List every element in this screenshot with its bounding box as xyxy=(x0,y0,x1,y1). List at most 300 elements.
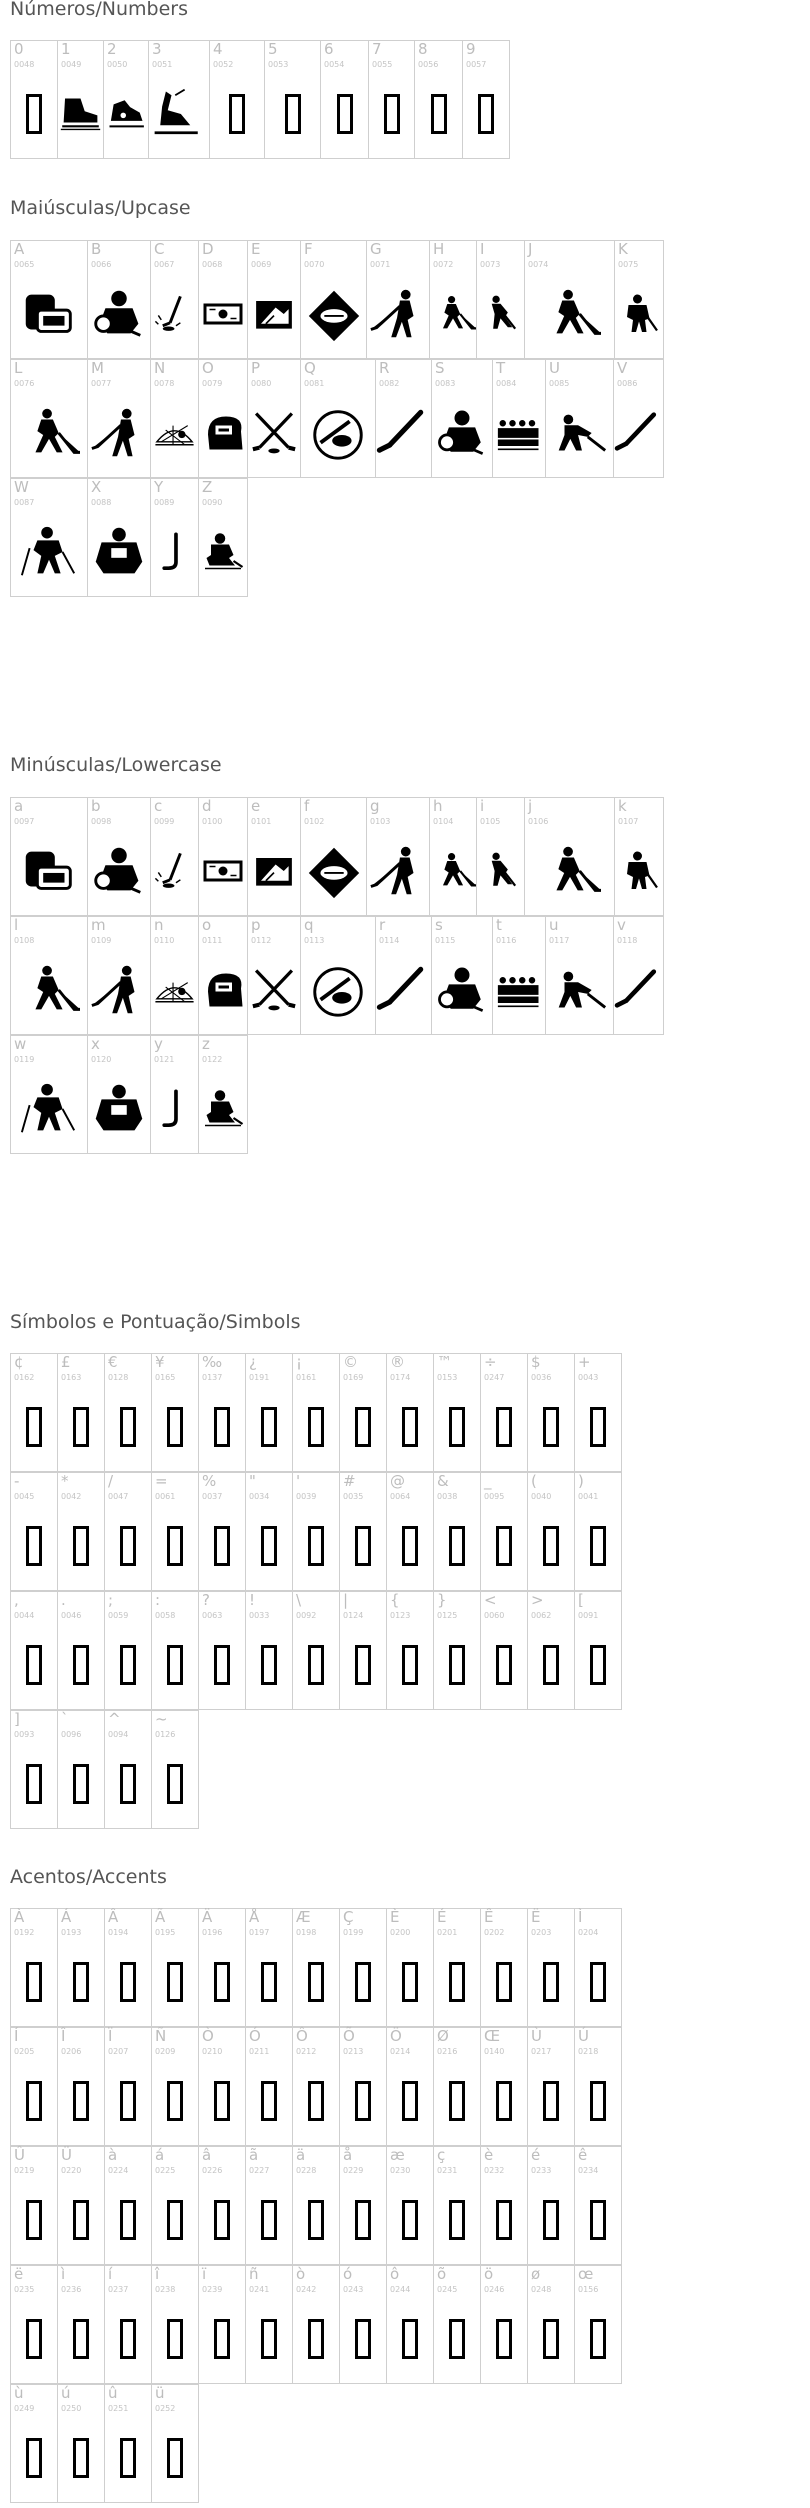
glyph-cell xyxy=(150,478,199,597)
glyph-cell xyxy=(104,1472,152,1591)
glyph-code: 0094 xyxy=(108,1730,129,1739)
player-skating-icon xyxy=(11,390,87,475)
glyph-cell xyxy=(198,2146,246,2265)
glyph-code: 0066 xyxy=(91,260,112,269)
glyph-cell xyxy=(480,2146,528,2265)
glyph-character: 2 xyxy=(107,40,117,58)
glyph-character: ® xyxy=(390,1353,405,1371)
glyph-code: 0193 xyxy=(61,1928,82,1937)
missing-glyph-icon xyxy=(261,2200,277,2240)
glyph-character: u xyxy=(549,916,559,934)
glyph-code: 0062 xyxy=(531,1611,552,1620)
missing-glyph-icon xyxy=(120,1962,136,2002)
glyph-cell xyxy=(87,478,151,597)
glyph-character: S xyxy=(435,359,445,377)
glyph-code: 0085 xyxy=(549,379,570,388)
missing-glyph-icon xyxy=(543,2200,559,2240)
glyph-character: Ú xyxy=(578,2027,589,2045)
missing-glyph-icon xyxy=(120,2438,136,2478)
missing-glyph-icon xyxy=(73,1407,89,1447)
glyph-code: 0241 xyxy=(249,2285,270,2294)
goalie-crouch-icon xyxy=(88,828,150,913)
missing-glyph-icon xyxy=(73,1962,89,2002)
missing-glyph-icon xyxy=(449,1645,465,1685)
glyph-code: 0228 xyxy=(296,2166,317,2175)
glyph-character: ¢ xyxy=(14,1353,24,1371)
glyph-cell xyxy=(480,1591,528,1710)
player-skating-icon xyxy=(430,271,476,356)
glyph-cell xyxy=(245,1472,293,1591)
glyph-code: 0052 xyxy=(213,60,234,69)
glyph-code: 0074 xyxy=(528,260,549,269)
glyph-code: 0153 xyxy=(437,1373,458,1382)
missing-glyph-icon xyxy=(261,2319,277,2359)
missing-glyph-icon xyxy=(120,1645,136,1685)
glyph-character: Ò xyxy=(202,2027,214,2045)
glyph-code: 0218 xyxy=(578,2047,599,2056)
missing-glyph-icon xyxy=(590,2200,606,2240)
glyph-code: 0097 xyxy=(14,817,35,826)
helmet-icon xyxy=(199,947,247,1032)
missing-glyph-icon xyxy=(496,1407,512,1447)
glyph-code: 0225 xyxy=(155,2166,176,2175)
glyph-character: p xyxy=(251,916,261,934)
glyph-code: 0056 xyxy=(418,60,439,69)
glyph-code: 0071 xyxy=(370,260,391,269)
missing-glyph-icon xyxy=(543,1645,559,1685)
glyph-character: Ì xyxy=(578,1908,583,1926)
glyph-character: ø xyxy=(531,2265,541,2283)
glyph-character: ( xyxy=(531,1472,537,1490)
glyph-character: Ó xyxy=(249,2027,261,2045)
glyph-code: 0239 xyxy=(202,2285,223,2294)
missing-glyph-icon xyxy=(120,2200,136,2240)
glyph-code: 0252 xyxy=(155,2404,176,2413)
glyph-character: Õ xyxy=(343,2027,355,2045)
glyph-cell xyxy=(462,40,510,159)
missing-glyph-icon xyxy=(543,2319,559,2359)
glyph-code: 0090 xyxy=(202,498,223,507)
player-skating-icon xyxy=(525,828,614,913)
glyph-character: W xyxy=(14,478,29,496)
missing-glyph-icon xyxy=(167,1526,183,1566)
glyph-code: 0084 xyxy=(496,379,517,388)
glyph-cell xyxy=(151,1591,199,1710)
glyph-code: 0096 xyxy=(61,1730,82,1739)
glyph-cell xyxy=(429,240,477,359)
crossed-sticks-icon xyxy=(248,947,300,1032)
missing-glyph-icon xyxy=(120,1407,136,1447)
glyph-code: 0169 xyxy=(343,1373,364,1382)
missing-glyph-icon xyxy=(449,2081,465,2121)
glyph-code: 0210 xyxy=(202,2047,223,2056)
glyph-cell xyxy=(386,1908,434,2027)
glyph-character: | xyxy=(343,1591,349,1609)
glyph-cell xyxy=(339,1591,387,1710)
glyph-character: Û xyxy=(14,2146,25,2164)
glyph-character: , xyxy=(14,1591,19,1609)
glyph-character: Ë xyxy=(531,1908,541,1926)
glyph-character: ë xyxy=(14,2265,24,2283)
missing-glyph-icon xyxy=(402,2319,418,2359)
missing-glyph-icon xyxy=(261,1526,277,1566)
glyph-character: k xyxy=(618,797,627,815)
missing-glyph-icon xyxy=(120,2319,136,2359)
glyph-cell xyxy=(339,1353,387,1472)
missing-glyph-icon xyxy=(167,1645,183,1685)
glyph-code: 0216 xyxy=(437,2047,458,2056)
glyph-cell xyxy=(368,40,415,159)
glyph-character: I xyxy=(480,240,485,258)
glyph-code: 0050 xyxy=(107,60,128,69)
glyph-code: 0073 xyxy=(480,260,501,269)
glyph-cell xyxy=(292,2146,340,2265)
glyph-character: Q xyxy=(304,359,316,377)
glyph-code: 0197 xyxy=(249,1928,270,1937)
goal-net-icon xyxy=(248,271,300,356)
hockey-stick-diagonal-icon xyxy=(376,390,431,475)
glyph-code: 0089 xyxy=(154,498,175,507)
glyph-character: í xyxy=(108,2265,113,2283)
glyph-cell xyxy=(527,1591,575,1710)
glyph-code: 0069 xyxy=(251,260,272,269)
glyph-character: = xyxy=(155,1472,168,1490)
missing-glyph-icon xyxy=(73,2200,89,2240)
glyph-character: y xyxy=(154,1035,163,1053)
glyph-cell xyxy=(10,240,88,359)
glyph-cell xyxy=(320,40,369,159)
glyph-cell xyxy=(614,240,664,359)
glyph-cell xyxy=(104,2384,152,2503)
glyph-character: X xyxy=(91,478,102,496)
glyph-character: i xyxy=(480,797,485,815)
glyph-character: j xyxy=(528,797,533,815)
glyph-character: O xyxy=(202,359,214,377)
glyph-code: 0038 xyxy=(437,1492,458,1501)
missing-glyph-icon xyxy=(590,1645,606,1685)
missing-glyph-icon xyxy=(120,2081,136,2121)
glyph-cell xyxy=(10,2146,58,2265)
missing-glyph-icon xyxy=(590,1962,606,2002)
glyph-character: ì xyxy=(61,2265,66,2283)
glyph-code: 0044 xyxy=(14,1611,35,1620)
glyph-character: 0 xyxy=(14,40,24,58)
glyph-character: m xyxy=(91,916,106,934)
glyph-character: B xyxy=(91,240,102,258)
glyph-code: 0196 xyxy=(202,1928,223,1937)
missing-glyph-icon xyxy=(167,1962,183,2002)
player-shooting-icon xyxy=(88,390,150,475)
player-leaning-icon xyxy=(477,271,524,356)
glyph-code: 0065 xyxy=(14,260,35,269)
glyph-character: t xyxy=(496,916,502,934)
missing-glyph-icon xyxy=(167,2319,183,2359)
missing-glyph-icon xyxy=(308,2200,324,2240)
glyph-cell xyxy=(245,2265,293,2384)
hockey-stick-vertical-icon xyxy=(151,1066,198,1151)
glyph-cell xyxy=(10,1353,58,1472)
glyph-cell xyxy=(527,2027,575,2146)
glyph-cell xyxy=(104,2146,152,2265)
glyph-code: 0125 xyxy=(437,1611,458,1620)
glyph-cell xyxy=(375,916,432,1035)
glyph-character: £ xyxy=(61,1353,71,1371)
glyph-character: # xyxy=(343,1472,356,1490)
missing-glyph-icon xyxy=(308,2319,324,2359)
glyph-code: 0039 xyxy=(296,1492,317,1501)
glyph-character: @ xyxy=(390,1472,405,1490)
glyph-cell xyxy=(198,359,248,478)
glyph-cell xyxy=(433,2146,481,2265)
glyph-cell xyxy=(292,2027,340,2146)
player-skating-icon xyxy=(11,947,87,1032)
glyph-character: q xyxy=(304,916,314,934)
section-title-symbols: Símbolos e Pontuação/Simbols xyxy=(10,1311,301,1333)
glyph-character: % xyxy=(202,1472,217,1490)
glyph-cell xyxy=(10,40,58,159)
glyph-character: Ã xyxy=(155,1908,166,1926)
glyph-character: Ô xyxy=(296,2027,308,2045)
missing-glyph-icon xyxy=(496,1645,512,1685)
glyph-character: P xyxy=(251,359,261,377)
glyph-character: Æ xyxy=(296,1908,311,1926)
glyph-code: 0242 xyxy=(296,2285,317,2294)
glyph-character: R xyxy=(379,359,390,377)
player-skating-icon xyxy=(430,828,476,913)
goalie-crouch-icon xyxy=(432,390,492,475)
hockey-stick-vertical-icon xyxy=(151,509,198,594)
player-bent-icon xyxy=(546,390,613,475)
glyph-code: 0201 xyxy=(437,1928,458,1937)
glyph-cell xyxy=(104,2027,152,2146)
missing-glyph-icon xyxy=(26,1526,42,1566)
glyph-cell xyxy=(10,1591,58,1710)
glyph-cell xyxy=(57,2265,105,2384)
glyph-cell xyxy=(433,1353,481,1472)
glyph-code: 0081 xyxy=(304,379,325,388)
team-lineup-icon xyxy=(493,947,545,1032)
glyph-cell xyxy=(104,1353,152,1472)
missing-glyph-icon xyxy=(26,1407,42,1447)
glyph-character: h xyxy=(433,797,443,815)
glyph-cell xyxy=(151,1472,199,1591)
glyph-code: 0224 xyxy=(108,2166,129,2175)
glyph-cell xyxy=(247,359,301,478)
glyph-code: 0064 xyxy=(390,1492,411,1501)
glyph-cell xyxy=(87,359,151,478)
glyph-character: [ xyxy=(578,1591,584,1609)
missing-glyph-icon xyxy=(496,2319,512,2359)
player-kneeling-icon xyxy=(199,509,247,594)
glyph-cell xyxy=(151,2265,199,2384)
glyph-code: 0124 xyxy=(343,1611,364,1620)
glyph-cell xyxy=(10,2265,58,2384)
glyph-character: N xyxy=(154,359,166,377)
glyph-cell xyxy=(57,40,104,159)
missing-glyph-icon xyxy=(73,1645,89,1685)
glyph-character: è xyxy=(484,2146,494,2164)
missing-glyph-icon xyxy=(167,2438,183,2478)
glyph-cell xyxy=(198,797,248,916)
glyph-character: G xyxy=(370,240,382,258)
glyph-cell xyxy=(527,1353,575,1472)
circle-emblem-icon xyxy=(301,947,375,1032)
missing-glyph-icon xyxy=(308,1407,324,1447)
glyph-cell xyxy=(151,1710,199,1829)
missing-glyph-icon xyxy=(543,1962,559,2002)
glyph-code: 0040 xyxy=(531,1492,552,1501)
missing-glyph-icon xyxy=(26,1764,42,1804)
glyph-cell xyxy=(574,2146,622,2265)
player-bent-icon xyxy=(546,947,613,1032)
glyph-code: 0072 xyxy=(433,260,454,269)
glyph-character: r xyxy=(379,916,386,934)
missing-glyph-icon xyxy=(26,94,42,134)
glyph-code: 0209 xyxy=(155,2047,176,2056)
glyph-cell xyxy=(151,1908,199,2027)
glyph-character: Á xyxy=(61,1908,72,1926)
glyph-code: 0053 xyxy=(268,60,289,69)
glyph-code: 0194 xyxy=(108,1928,129,1937)
glyph-character: ™ xyxy=(437,1353,452,1371)
glyph-character: ö xyxy=(484,2265,494,2283)
missing-glyph-icon xyxy=(402,1407,418,1447)
glyph-code: 0233 xyxy=(531,2166,552,2175)
glyph-character: L xyxy=(14,359,23,377)
glyph-code: 0120 xyxy=(91,1055,112,1064)
glyph-character: ! xyxy=(249,1591,256,1609)
glyph-cell xyxy=(339,2265,387,2384)
glyph-code: 0231 xyxy=(437,2166,458,2175)
glyph-cell xyxy=(151,2384,199,2503)
missing-glyph-icon xyxy=(590,1526,606,1566)
glyph-character: æ xyxy=(390,2146,405,2164)
glyph-cell xyxy=(150,797,199,916)
glyph-code: 0128 xyxy=(108,1373,129,1382)
glyph-character: ¥ xyxy=(155,1353,165,1371)
glyph-code: 0108 xyxy=(14,936,35,945)
missing-glyph-icon xyxy=(402,2200,418,2240)
glyph-character: E xyxy=(251,240,261,258)
glyph-code: 0078 xyxy=(154,379,175,388)
glyph-character: _ xyxy=(484,1472,492,1490)
glyph-cell xyxy=(574,1472,622,1591)
glyph-code: 0041 xyxy=(578,1492,599,1501)
glyph-character: ' xyxy=(296,1472,301,1490)
section-title-upcase: Maiúsculas/Upcase xyxy=(10,197,191,219)
glyph-cell xyxy=(264,40,321,159)
glyph-cell xyxy=(366,240,430,359)
glyph-character: 6 xyxy=(324,40,334,58)
missing-glyph-icon xyxy=(543,1407,559,1447)
hockey-skate-icon xyxy=(58,71,103,156)
glyph-cell xyxy=(613,916,664,1035)
glyph-character: ` xyxy=(61,1710,69,1728)
stick-puck-splash-icon xyxy=(151,828,198,913)
glyph-code: 0105 xyxy=(480,817,501,826)
glyph-character: s xyxy=(435,916,443,934)
glyph-code: 0099 xyxy=(154,817,175,826)
missing-glyph-icon xyxy=(590,1407,606,1447)
glyph-code: 0051 xyxy=(152,60,173,69)
glyph-character: 5 xyxy=(268,40,278,58)
missing-glyph-icon xyxy=(355,2081,371,2121)
glyph-character: f xyxy=(304,797,310,815)
glyph-code: 0247 xyxy=(484,1373,505,1382)
missing-glyph-icon xyxy=(167,1407,183,1447)
glyph-code: 0060 xyxy=(484,1611,505,1620)
glyph-cell xyxy=(57,1710,105,1829)
glyph-code: 0122 xyxy=(202,1055,223,1064)
missing-glyph-icon xyxy=(543,2081,559,2121)
glyph-character: 3 xyxy=(152,40,162,58)
glyph-character: D xyxy=(202,240,214,258)
glyph-cell xyxy=(492,359,546,478)
glyph-cell xyxy=(339,1908,387,2027)
glyph-code: 0055 xyxy=(372,60,393,69)
glyph-cell xyxy=(386,1472,434,1591)
crossed-sticks-icon xyxy=(248,390,300,475)
glyph-character: : xyxy=(155,1591,161,1609)
glyph-character: É xyxy=(437,1908,447,1926)
glyph-cell xyxy=(574,1353,622,1472)
missing-glyph-icon xyxy=(167,2200,183,2240)
glyph-character: H xyxy=(433,240,445,258)
hockey-stick-diagonal-icon xyxy=(614,390,663,475)
glyph-character: ] xyxy=(14,1710,20,1728)
glyph-cell xyxy=(292,1472,340,1591)
glyph-cell xyxy=(10,1710,58,1829)
glyph-cell xyxy=(300,359,376,478)
glyph-character: å xyxy=(343,2146,353,2164)
missing-glyph-icon xyxy=(214,1407,230,1447)
missing-glyph-icon xyxy=(308,1526,324,1566)
glyph-cell xyxy=(545,359,614,478)
glyph-cell xyxy=(57,1591,105,1710)
glyph-code: 0114 xyxy=(379,936,400,945)
missing-glyph-icon xyxy=(308,1962,324,2002)
glyph-code: 0104 xyxy=(433,817,454,826)
glyph-character: + xyxy=(578,1353,591,1371)
glyph-cell xyxy=(209,40,265,159)
glyph-character: Ü xyxy=(61,2146,72,2164)
glyph-cell xyxy=(198,1908,246,2027)
glyph-code: 0054 xyxy=(324,60,345,69)
missing-glyph-icon xyxy=(543,1526,559,1566)
glyph-cell xyxy=(292,1591,340,1710)
glyph-character: Ï xyxy=(108,2027,113,2045)
glyph-character: Â xyxy=(108,1908,119,1926)
missing-glyph-icon xyxy=(308,1645,324,1685)
missing-glyph-icon xyxy=(431,94,447,134)
glyph-cell xyxy=(480,2265,528,2384)
glyph-cell xyxy=(574,2265,622,2384)
glyph-code: 0203 xyxy=(531,1928,552,1937)
glyph-code: 0087 xyxy=(14,498,35,507)
player-standing-icon xyxy=(615,828,663,913)
missing-glyph-icon xyxy=(355,2200,371,2240)
glyph-cell xyxy=(150,916,199,1035)
glyph-code: 0045 xyxy=(14,1492,35,1501)
glyph-character: ó xyxy=(343,2265,353,2283)
glyph-character: 4 xyxy=(213,40,223,58)
glyph-cell xyxy=(87,240,151,359)
glyph-code: 0162 xyxy=(14,1373,35,1382)
glyph-code: 0115 xyxy=(435,936,456,945)
missing-glyph-icon xyxy=(26,2200,42,2240)
glyph-code: 0163 xyxy=(61,1373,82,1382)
glyph-character: ê xyxy=(578,2146,588,2164)
